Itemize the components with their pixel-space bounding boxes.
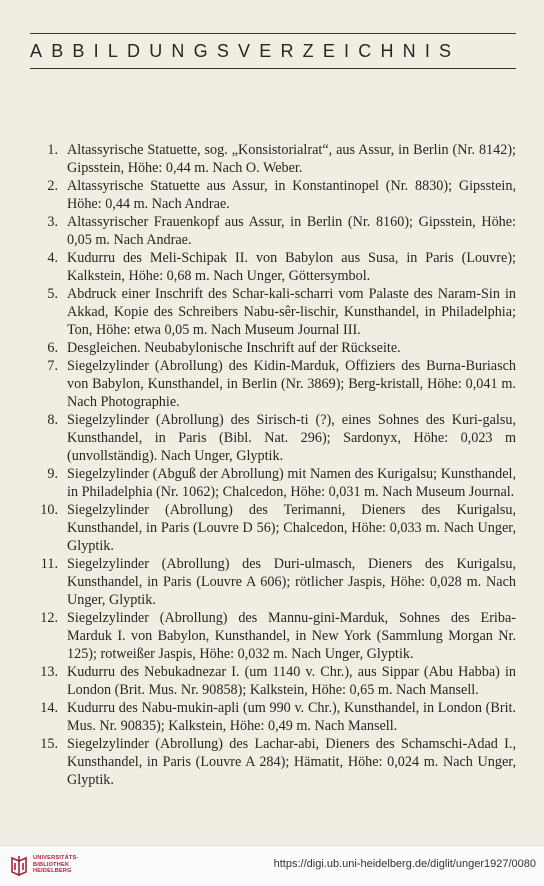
entry-number: 1. — [47, 142, 58, 158]
list-item — [30, 141, 516, 177]
list-item — [30, 555, 516, 609]
permalink-url[interactable]: https://digi.ub.uni-heidelberg.de/diglit/unger1927/0080 — [273, 858, 536, 870]
viewer-footer — [0, 845, 544, 886]
entry-number: 5. — [47, 286, 58, 302]
entry-text: Kudurru des Nebukadnezar I. (um 1140 v. Chr.), aus Sippar (Abu Habba) in London (Brit. Mus. Nr. 90858); Kalkstein, Höhe: 0,65 m. Nach Mansell. — [67, 664, 516, 698]
list-item — [30, 357, 516, 411]
entry-text: Siegelzylinder (Abrollung) des Lachar-abi, Dieners des Schamschi-Adad I., Kunsthandel, in Paris (Louvre A 284); Hämatit, Höhe: 0,024 m. Nach Unger, Glyptik. — [67, 736, 516, 788]
entry-text: Kudurru des Nabu-mukin-apli (um 990 v. Chr.), Kunsthandel, in London (Brit. Mus. Nr. 90835); Kalkstein, Höhe: 0,49 m. Nach Mansell. — [67, 700, 516, 734]
library-name-line: BIBLIOTHEK — [33, 861, 70, 868]
entry-number: 13. — [40, 664, 58, 680]
entry-text: Siegelzylinder (Abrollung) des Sirisch-ti (?), eines Sohnes des Kuri-galsu, Kunsthandel, in Paris (Bibl. Nat. 296); Sardonyx, Höhe: 0,023 m (unvollständig). Nach Unger, Glyptik. — [67, 412, 516, 464]
illustration-list — [30, 141, 516, 789]
entry-text: Kudurru des Meli-Schipak II. von Babylon aus Susa, in Paris (Louvre); Kalkstein, Höhe: 0,68 m. Nach Unger, Göttersymbol. — [67, 250, 516, 284]
university-library-logo-icon[interactable] — [8, 854, 30, 878]
entry-number: 9. — [47, 466, 58, 482]
entry-text: Siegelzylinder (Abrollung) des Duri-ulmasch, Dieners des Kurigalsu, Kunsthandel, in Paris (Louvre A 606); rötlicher Jaspis, Höhe: 0,028 m. Nach Unger, Glyptik. — [67, 556, 516, 608]
list-item — [30, 699, 516, 735]
list-item — [30, 663, 516, 699]
entry-text: Siegelzylinder (Abrollung) des Mannu-gini-Marduk, Sohnes des Eriba-Marduk I. von Babylon, Kunsthandel, in New York (Sammlung Morgan Nr. 125); rotweißer Jaspis, Höhe: 0,032 m. Nach Unger, Glyptik. — [67, 610, 516, 662]
entry-text: Desgleichen. Neubabylonische Inschrift auf der Rückseite. — [67, 340, 401, 356]
list-item — [30, 213, 516, 249]
entry-text: Altassyrische Statuette aus Assur, in Konstantinopel (Nr. 8830); Gipsstein, Höhe: 0,44 m. Nach Andrae. — [67, 178, 516, 212]
list-item — [30, 465, 516, 501]
list-item — [30, 177, 516, 213]
heading-rule-top — [30, 33, 516, 34]
entry-number: 3. — [47, 214, 58, 230]
entry-number: 10. — [40, 502, 58, 518]
list-item — [30, 285, 516, 339]
entry-text: Siegelzylinder (Abrollung) des Kidin-Marduk, Offiziers des Burna-Buriasch von Babylon, Kunsthandel, in Berlin (Nr. 3869); Berg-kristall, Höhe: 0,041 m. Nach Photographie. — [67, 358, 516, 410]
list-item — [30, 609, 516, 663]
entry-text: Siegelzylinder (Abrollung) des Terimanni, Dieners des Kurigalsu, Kunsthandel, in Paris (Louvre D 56); Chalcedon, Höhe: 0,033 m. Nach Unger, Glyptik. — [67, 502, 516, 554]
entry-text: Siegelzylinder (Abguß der Abrollung) mit Namen des Kurigalsu; Kunsthandel, in Philadelphia (Nr. 1062); Chalcedon, Höhe: 0,031 m. Nach Museum Journal. — [67, 466, 516, 500]
library-name-line: HEIDELBERG — [33, 868, 72, 874]
heading-rule-bottom — [30, 68, 516, 69]
page-heading: ABBILDUNGSVERZEICHNIS — [30, 41, 461, 61]
entry-text: Altassyrischer Frauenkopf aus Assur, in Berlin (Nr. 8160); Gipsstein, Höhe: 0,05 m. Nach Andrae. — [67, 214, 516, 248]
entry-number: 12. — [40, 610, 58, 626]
entry-number: 8. — [47, 412, 58, 428]
entry-number: 2. — [47, 178, 58, 194]
entry-number: 15. — [40, 736, 58, 752]
entry-number: 4. — [47, 250, 58, 266]
library-name-line: UNIVERSITÄTS- — [33, 855, 79, 861]
library-name[interactable] — [33, 855, 79, 875]
list-item — [30, 411, 516, 465]
list-item — [30, 735, 516, 789]
entry-number: 14. — [40, 700, 58, 716]
list-item — [30, 249, 516, 285]
list-item — [30, 501, 516, 555]
entry-number: 6. — [47, 340, 58, 356]
entry-number: 11. — [40, 556, 58, 572]
list-item — [30, 339, 516, 357]
entry-number: 7. — [47, 358, 58, 374]
entry-text: Abdruck einer Inschrift des Schar-kali-scharri vom Palaste des Naram-Sin in Akkad, Kopie des Schreibers Nabu-sêr-lischir, Kunsthandel, in Philadelphia; Ton, Höhe: etwa 0,05 m. Nach Museum Journal III. — [67, 286, 516, 338]
entry-text: Altassyrische Statuette, sog. „Konsistorialrat“, aus Assur, in Berlin (Nr. 8142); Gipsstein, Höhe: 0,44 m. Nach O. Weber. — [67, 142, 516, 176]
